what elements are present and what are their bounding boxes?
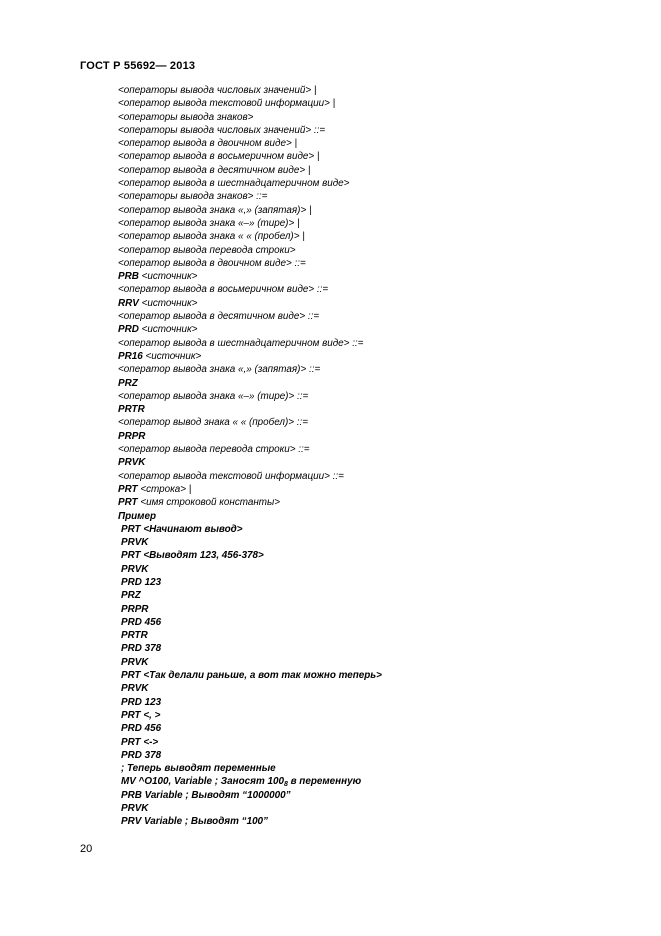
example-line: PRD 378 xyxy=(121,643,162,655)
grammar-keyword-line xyxy=(118,270,638,283)
example-line: PRT <-> xyxy=(121,736,159,748)
example-line: PRD 123 xyxy=(121,576,162,588)
grammar-keyword-line xyxy=(118,323,638,336)
example-mv-line xyxy=(118,775,638,788)
example-line: PRVK xyxy=(121,803,149,815)
example-line: PRV Variable ; Выводят “100” xyxy=(121,816,268,828)
grammar-line: <оператор вывода в шестнадцатеричном виде> xyxy=(118,178,350,190)
keyword: PR16 xyxy=(118,350,143,362)
grammar-line: <оператор вывода перевода строки> ::= xyxy=(118,444,310,456)
example-line: PRVK xyxy=(121,537,149,549)
example-line: PRD 123 xyxy=(121,696,162,708)
example-line: PRD 456 xyxy=(121,616,162,628)
grammar-line: <операторы вывода числовых значений> | xyxy=(118,85,317,96)
grammar-keyword-line xyxy=(118,297,638,310)
grammar-line: <оператор вывода знака «,» (запятая)> ::= xyxy=(118,364,321,376)
argument: <источник> xyxy=(142,350,202,362)
grammar-line: <оператор вывода перевода строки> xyxy=(118,244,296,256)
grammar-line: <оператор вывода текстовой информации> ::= xyxy=(118,470,344,482)
grammar-line: <оператор вывода в шестнадцатеричном виде> ::= xyxy=(118,337,364,349)
grammar-line: <операторы вывода знаков> xyxy=(118,111,254,123)
grammar-line: <оператор вывода в восьмеричном виде> ::= xyxy=(118,284,329,296)
example-line: PRTR xyxy=(121,630,148,642)
mv-text: MV ^O100, Variable ; Заносят 100 xyxy=(121,776,284,788)
example-line: PRVK xyxy=(121,683,149,695)
example-line: PRB Variable ; Выводят “1000000” xyxy=(121,789,291,801)
example-line: PRPR xyxy=(121,603,149,615)
grammar-keyword-line xyxy=(118,350,638,363)
keyword: PRB xyxy=(118,271,139,283)
keyword: PRT xyxy=(118,497,138,509)
example-line: PRVK xyxy=(121,656,149,668)
keyword: RRV xyxy=(118,297,139,309)
argument: <имя строковой константы> xyxy=(137,497,281,509)
keyword-line: PRTR xyxy=(118,404,145,416)
argument: <источник> xyxy=(138,271,198,283)
example-line: PRT <Выводят 123, 456-378> xyxy=(121,550,264,562)
grammar-line: <оператор вывода знака «–» (тире)> | xyxy=(118,217,300,229)
keyword: PRT xyxy=(118,483,138,495)
grammar-line: <оператор вывода знака «,» (запятая)> | xyxy=(118,204,312,216)
example-line: PRT <Так делали раньше, а вот так можно теперь> xyxy=(121,670,382,682)
mv-text-end: в переменную xyxy=(287,776,362,788)
grammar-line: <оператор вывода в двоичном виде> | xyxy=(118,138,298,150)
grammar-line: <операторы вывода знаков> ::= xyxy=(118,191,268,203)
grammar-keyword-line xyxy=(118,483,638,496)
example-line: PRZ xyxy=(121,590,141,602)
keyword-line: PRPR xyxy=(118,430,146,442)
keyword-line: PRZ xyxy=(118,377,138,389)
grammar-line: <операторы вывода числовых значений> ::= xyxy=(118,124,326,136)
grammar-line: <оператор вывод знака « « (пробел)> ::= xyxy=(118,417,308,429)
page-number: 20 xyxy=(80,843,93,855)
grammar-line: <оператор вывода знака «–» (тире)> ::= xyxy=(118,390,309,402)
example-comment-line: ; Теперь выводят переменные xyxy=(121,763,276,775)
argument: <источник> xyxy=(138,324,198,336)
example-line: PRT <Начинают вывод> xyxy=(121,523,243,535)
grammar-line: <оператор вывода в десятичном виде> ::= xyxy=(118,311,320,323)
grammar-line: <оператор вывода в двоичном виде> ::= xyxy=(118,257,306,269)
argument: <источник> xyxy=(138,297,198,309)
argument: <строка> | xyxy=(137,483,192,495)
example-line: PRD 456 xyxy=(121,723,162,735)
subscript-base: 8 xyxy=(283,781,288,789)
example-line: PRT <, > xyxy=(121,709,161,721)
grammar-line: <оператор вывода текстовой информации> | xyxy=(118,98,336,110)
example-line: PRD 378 xyxy=(121,749,162,761)
document-header: ГОСТ Р 55692— 2013 xyxy=(80,60,196,72)
document-body xyxy=(118,84,638,829)
grammar-line: <оператор вывода в восьмеричном виде> | xyxy=(118,151,320,163)
example-heading: Пример xyxy=(118,510,156,522)
grammar-line: <оператор вывода знака « « (пробел)> | xyxy=(118,231,305,243)
keyword: PRD xyxy=(118,324,139,336)
example-line: PRVK xyxy=(121,563,149,575)
grammar-keyword-line xyxy=(118,496,638,509)
keyword-line: PRVK xyxy=(118,457,146,469)
grammar-line: <оператор вывода в десятичном виде> | xyxy=(118,164,311,176)
